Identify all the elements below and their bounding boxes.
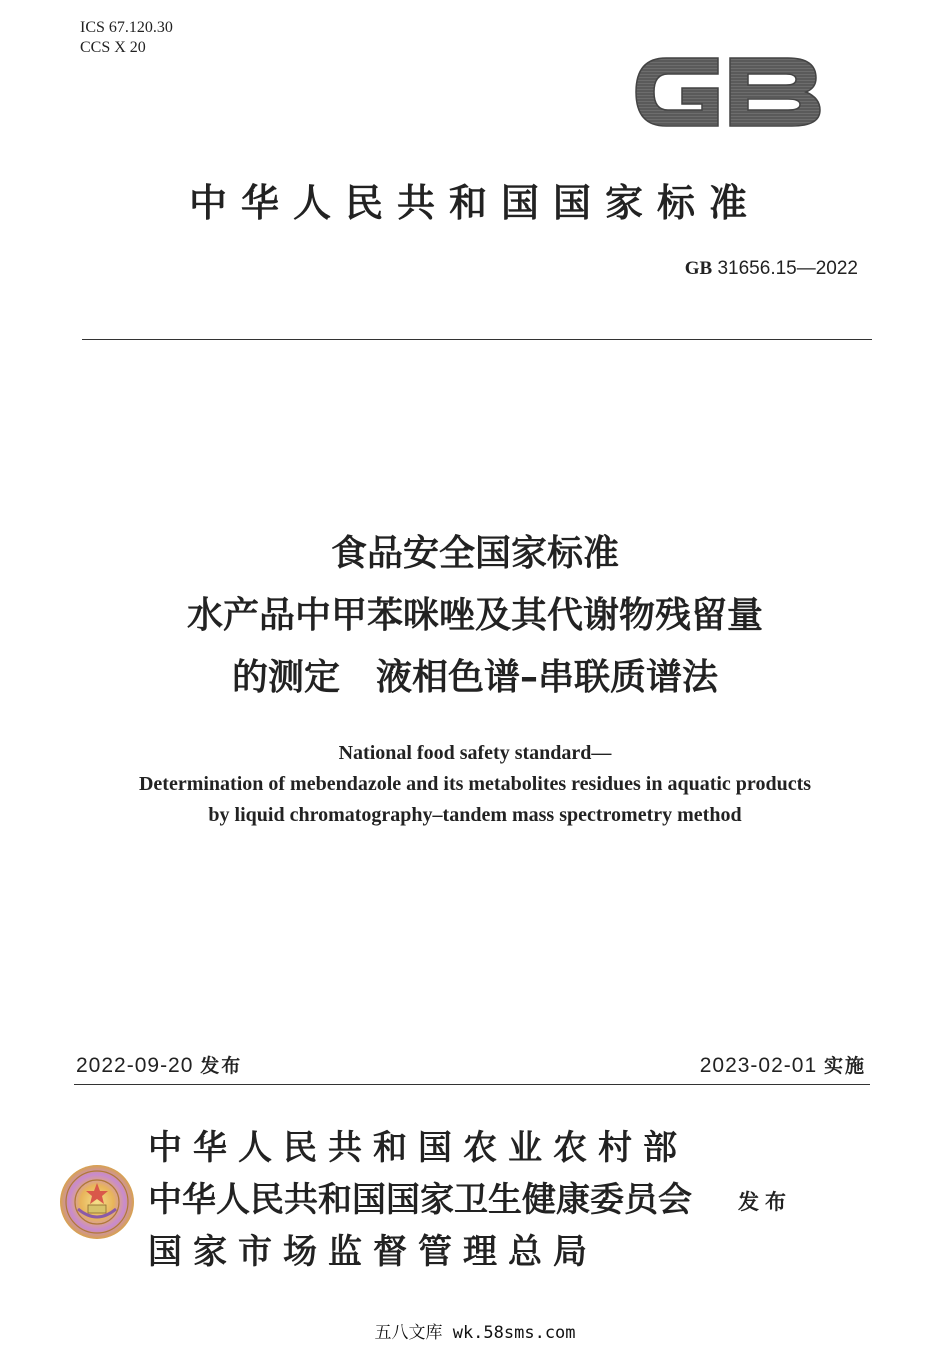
issued-label: 发布: [200, 1055, 243, 1077]
issued-date: [76, 1051, 242, 1078]
english-title: [40, 738, 910, 831]
issuer-1: 中华人民共和国农业农村部: [148, 1128, 688, 1168]
classification-codes: [80, 18, 173, 58]
publish-label: 发布: [738, 1190, 792, 1214]
ics-code: ICS 67.120.30: [80, 19, 173, 36]
chinese-title-line-1: 食品安全国家标准: [330, 533, 619, 574]
gb-logo: [630, 44, 826, 140]
standard-number: [685, 258, 858, 280]
english-title-line-3: by liquid chromatography–tandem mass spectrometry method: [208, 804, 742, 826]
issuer-2: 中华人民共和国国家卫生健康委员会: [148, 1180, 692, 1220]
header-divider: [82, 339, 872, 340]
effective-label: 实施: [823, 1055, 866, 1077]
national-standard-title: 中华人民共和国国家标准: [188, 180, 761, 225]
chinese-title-line-3: 的测定 液相色谱–串联质谱法: [231, 657, 718, 698]
national-emblem-icon: [58, 1163, 136, 1241]
issuer-3: 国家市场监督管理总局: [148, 1232, 598, 1272]
chinese-title: [40, 523, 910, 709]
gb-logo-text: GB: [630, 44, 632, 45]
footer-divider: [74, 1084, 870, 1085]
chinese-title-line-2: 水产品中甲苯咪唑及其代谢物残留量: [186, 595, 763, 636]
effective-date-value: 2023-02-01: [699, 1054, 818, 1077]
issuing-authorities: [148, 1122, 692, 1278]
watermark-footer: 五八文库 wk.58sms.com: [374, 1323, 576, 1343]
standard-number-prefix: GB: [684, 258, 713, 279]
effective-date: [700, 1051, 866, 1078]
english-title-line-2: Determination of mebendazole and its metabolites residues in aquatic products: [138, 773, 812, 795]
issued-date-value: 2022-09-20: [76, 1054, 194, 1077]
standard-number-value: 31656.15—2022: [717, 258, 858, 279]
english-title-line-1: National food safety standard—: [338, 742, 612, 764]
ccs-code: CCS X 20: [80, 39, 146, 56]
